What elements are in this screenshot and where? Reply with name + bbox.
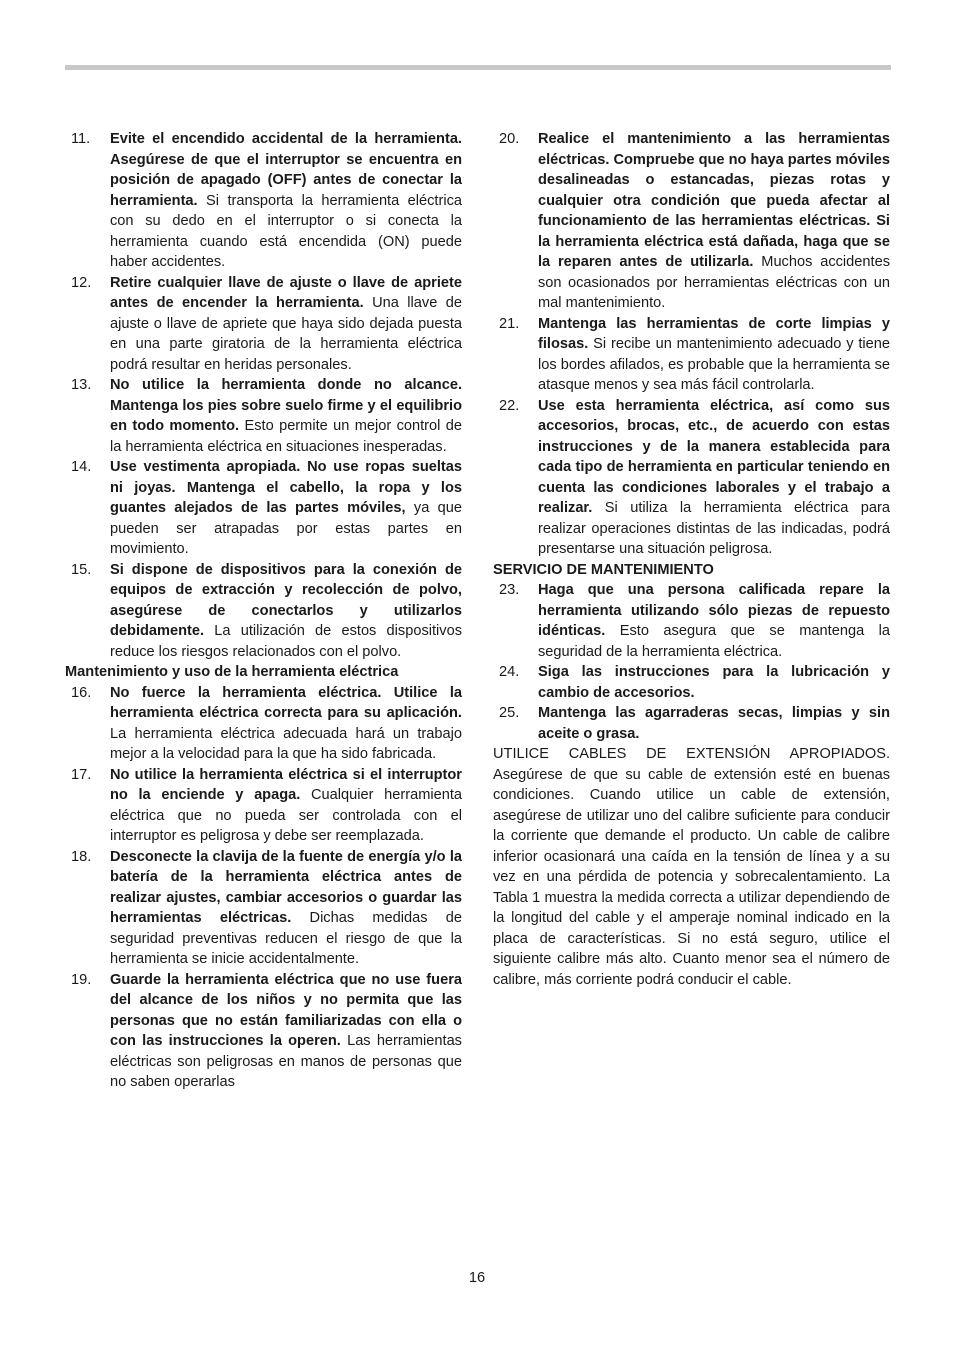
right-column [493, 129, 890, 990]
item-body [538, 703, 890, 744]
item-bold-text: No utilice la herramienta eléctrica si el interruptor no la enciende y apaga. [110, 766, 462, 803]
list-item [493, 703, 890, 744]
item-body [110, 847, 462, 970]
list-item [65, 765, 462, 847]
item-bold-text: Retire cualquier llave de ajuste o llave de apriete antes de encender la herramienta. [110, 274, 462, 311]
item-text: Cualquier herramienta eléctrica que no pueda ser controlada con el interruptor es peligrosa y debe ser reemplazada. [110, 787, 462, 844]
item-text: Si transporta la herramienta eléctrica con su dedo en el interruptor o si conecta la herramienta cuando está encendida (ON) puede haber accidentes. [110, 192, 462, 270]
item-body [538, 662, 890, 703]
item-text: Las herramientas eléctricas son peligrosas en manos de personas que no saben operarlas [110, 1033, 462, 1090]
item-number: 22. [499, 397, 520, 414]
item-body [110, 273, 462, 376]
item-text: Muchos accidentes son ocasionados por herramientas eléctricas con un mal mantenimiento. [538, 254, 890, 311]
list-item [65, 457, 462, 560]
item-number: 17. [71, 766, 92, 783]
list-item [65, 847, 462, 970]
item-number: 23. [499, 582, 520, 598]
item-number: 19. [71, 971, 92, 988]
item-bold-text: Siga las instrucciones para la lubricación y cambio de accesorios. [538, 664, 890, 701]
item-bold-text: Desconecte la clavija de la fuente de energía y/o la batería de la herramienta eléctrica antes de realizar ajustes, cambiar accesorios o guardar las herramientas eléctricas. [110, 848, 462, 926]
item-text: La utilización de estos dispositivos reduce los riesgos relacionados con el polvo. [110, 623, 462, 660]
item-text: La herramienta eléctrica adecuada hará un trabajo mejor a la velocidad para la que ha sido fabricada. [110, 725, 462, 762]
item-bold-text: Realice el mantenimiento a las herramientas eléctricas. Compruebe que no haya partes móviles desalineadas o estancadas, piezas rotas y cualquier otra condición que pueda afectar al funcionamiento de las herramientas eléctricas. Si la herramienta eléctrica está dañada, haga que se la reparen antes de utilizarla. [538, 131, 891, 270]
item-body [538, 129, 890, 314]
item-number: 24. [499, 664, 520, 680]
item-bold-text: Guarde la herramienta eléctrica que no use fuera del alcance de los niños y no permita que las personas que no están familiarizadas con ella o con las instrucciones la operen. [110, 971, 462, 1049]
item-body [110, 375, 462, 457]
item-bold-text: Use esta herramienta eléctrica, así como sus accesorios, brocas, etc., de acuerdo con estas instrucciones y de la manera establecida para cada tipo de herramienta en particular teniendo en cuenta las condiciones laborales y el trabajo a realizar. [538, 397, 890, 516]
item-number: 12. [71, 274, 92, 291]
item-bold-text: No fuerce la herramienta eléctrica. Utilice la herramienta eléctrica correcta para su aplicación. [110, 684, 462, 721]
right-items-a [493, 129, 890, 560]
list-item [65, 273, 462, 376]
list-item [65, 129, 462, 273]
item-text: ya que pueden ser atrapadas por estas partes en movimiento. [110, 500, 462, 557]
item-text: Esto asegura que se mantenga la seguridad de la herramienta eléctrica. [538, 623, 890, 660]
item-bold-text: Mantenga las agarraderas secas, limpias y sin aceite o grasa. [538, 705, 890, 742]
item-number: 11. [71, 131, 91, 147]
list-item [493, 396, 890, 560]
item-body [110, 129, 462, 273]
list-item [65, 970, 462, 1093]
section-heading-maintenance-use: Mantenimiento y uso de la herramienta eléctrica [65, 664, 399, 680]
item-bold-text: Haga que una persona calificada repare la herramienta utilizando sólo piezas de repuesto idénticas. [538, 582, 890, 639]
item-body [110, 560, 462, 663]
item-number: 21. [499, 315, 520, 332]
header-rule [65, 65, 891, 70]
item-text: Esto permite un mejor control de la herramienta eléctrica en situaciones inesperadas. [110, 418, 462, 455]
item-body [538, 314, 890, 396]
section-heading-service: SERVICIO DE MANTENIMIENTO [493, 561, 714, 578]
item-number: 20. [499, 131, 520, 147]
item-number: 18. [71, 848, 92, 865]
item-text: Dichas medidas de seguridad preventivas reducen el riesgo de que la herramienta se inicie accidentalmente. [110, 910, 462, 967]
left-items-b [65, 683, 462, 1093]
item-number: 15. [71, 561, 92, 578]
item-bold-text: No utilice la herramienta donde no alcance. Mantenga los pies sobre suelo firme y el equilibrio en todo momento. [110, 377, 462, 434]
page-number: 16 [468, 1270, 486, 1286]
item-body [110, 970, 462, 1093]
extension-cable-paragraph: UTILICE CABLES DE EXTENSIÓN APROPIADOS. Asegúrese de que su cable de extensión esté en buenas condiciones. Cuando utilice un cable de extensión, asegúrese de utilizar uno del calibre suficiente para conducir la corriente que demande el producto. Un cable de calibre inferior ocasionará una caída en la tensión de línea y a su vez en una pérdida de potencia y sobrecalentamiento. La Tabla 1 muestra la medida correcta a utilizar dependiendo de la longitud del cable y el amperaje nominal indicado en la placa de características. Si no está seguro, utilice el siguiente calibre más alto. Cuanto menor sea el número de calibre, más corriente podrá conducir el cable. [493, 746, 890, 988]
item-bold-text: Si dispone de dispositivos para la conexión de equipos de extracción y recolección de polvo, asegúrese de conectarlos y utilizarlos debidamente. [110, 561, 462, 639]
item-text: Una llave de ajuste o llave de apriete que haya sido dejada puesta en una parte giratoria de la herramienta eléctrica podrá resultar en heridas personales. [110, 295, 462, 373]
item-bold-text: Use vestimenta apropiada. No use ropas sueltas ni joyas. Mantenga el cabello, la ropa y los guantes alejados de las partes móviles, [110, 459, 462, 516]
list-item [65, 683, 462, 765]
list-item [493, 129, 890, 314]
right-items-b [493, 580, 890, 744]
item-number: 16. [71, 684, 92, 701]
item-body [110, 765, 462, 847]
item-text: Si recibe un mantenimiento adecuado y tiene los bordes afilados, es probable que la herramienta se atasque menos y sea más fácil controlarla. [538, 336, 890, 393]
item-body [110, 683, 462, 765]
left-items-a [65, 129, 462, 662]
left-column [65, 129, 462, 1093]
item-number: 25. [499, 705, 520, 721]
item-bold-text: Mantenga las herramientas de corte limpias y filosas. [538, 315, 890, 352]
list-item [65, 375, 462, 457]
item-number: 14. [71, 459, 92, 475]
list-item [65, 560, 462, 663]
item-body [110, 457, 462, 560]
list-item [493, 662, 890, 703]
item-number: 13. [71, 377, 92, 393]
item-body [538, 396, 890, 560]
item-text: Si utiliza la herramienta eléctrica para realizar operaciones distintas de las indicadas, podrá presentarse una situación peligrosa. [538, 500, 890, 557]
item-body [538, 580, 890, 662]
list-item [493, 580, 890, 662]
item-bold-text: Evite el encendido accidental de la herramienta. Asegúrese de que el interruptor se encuentra en posición de apagado (OFF) antes de conectar la herramienta. [110, 131, 462, 209]
list-item [493, 314, 890, 396]
